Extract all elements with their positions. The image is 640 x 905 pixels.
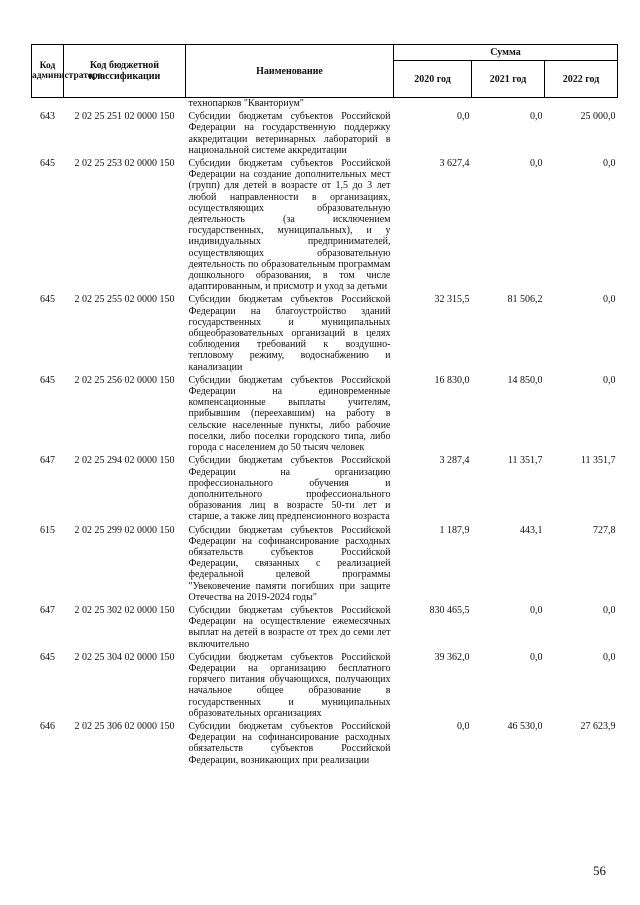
table-row <box>32 525 618 605</box>
header-sum: Сумма <box>394 45 618 61</box>
name-cell: Субсидии бюджетам субъектов Российской Федерации на осуществление ежемесячных выплат на детей в возрасте от трех до семи лет включительно <box>188 604 391 650</box>
name-cell: Субсидии бюджетам субъектов Российской Федерации на софинансирование расходных обязательств субъектов Российской Федерации, возникающих при реализации <box>188 720 391 766</box>
table-row <box>32 455 618 524</box>
sum-2020-cell: 1 187,9 <box>439 524 470 536</box>
sum-2021-cell: 443,1 <box>520 524 543 536</box>
admin-code-cell <box>32 98 64 112</box>
admin-code-cell: 615 <box>40 524 55 536</box>
sum-2020-cell: 3 627,4 <box>439 158 470 170</box>
sum-2022-cell: 0,0 <box>603 294 616 306</box>
budget-code-cell: 2 02 25 299 02 0000 150 <box>74 524 175 536</box>
sum-2021-cell: 0,0 <box>530 158 543 170</box>
sum-2020-cell: 0,0 <box>457 111 470 123</box>
sum-2020-cell: 39 362,0 <box>434 651 470 663</box>
table-row <box>32 294 618 374</box>
budget-code-cell: 2 02 25 302 02 0000 150 <box>74 604 175 616</box>
sum-2022-cell: 11 351,7 <box>580 455 616 467</box>
name-cell: Субсидии бюджетам субъектов Российской Федерации на государственную поддержку аккредитации ветеринарных лабораторий в национальной системе аккредитации <box>188 111 391 156</box>
budget-code-cell: 2 02 25 304 02 0000 150 <box>74 651 175 663</box>
name-cell: Субсидии бюджетам субъектов Российской Федерации на единовременные компенсационные выплаты учителям, прибывшим (переехавшим) на работу в сельские населенные пункты, либо рабочие поселки, либо поселки городского типа, либо города с населением до 50 тысяч человек <box>188 374 391 454</box>
name-cell: Субсидии бюджетам субъектов Российской Федерации на благоустройство зданий государственных и муниципальных общеобразовательных организаций в целях соблюдения требований к воздушно-тепловому режиму, водоснабжению и канализации <box>188 294 391 373</box>
sum-2022-cell: 0,0 <box>603 158 616 170</box>
sum-2022-cell: 27 623,9 <box>580 720 616 732</box>
header-budget-code: Код бюджетной классификации <box>64 45 186 98</box>
name-cell: Субсидии бюджетам субъектов Российской Федерации на организацию бесплатного горячего питания обучающихся, получающих начальное общее образование в государственных и муниципальных образовательных организациях <box>188 651 391 719</box>
sum-2022-cell: 727,8 <box>593 524 616 536</box>
page-number: 56 <box>593 863 606 878</box>
sum-2020-cell <box>394 98 472 112</box>
admin-code-cell: 645 <box>40 158 55 170</box>
budget-code-cell <box>64 98 186 112</box>
sum-2020-cell: 32 315,5 <box>434 294 470 306</box>
admin-code-cell: 645 <box>40 294 55 306</box>
sum-2022-cell <box>545 98 618 112</box>
budget-code-cell: 2 02 25 251 02 0000 150 <box>74 111 175 123</box>
table-row <box>32 652 618 721</box>
sum-2022-cell: 25 000,0 <box>580 111 616 123</box>
sum-2021-cell: 0,0 <box>530 111 543 123</box>
sum-2020-cell: 16 830,0 <box>434 374 470 386</box>
budget-code-cell: 2 02 25 306 02 0000 150 <box>74 720 175 732</box>
sum-2020-cell: 830 465,5 <box>429 604 470 616</box>
admin-code-cell: 646 <box>40 720 55 732</box>
admin-code-cell: 647 <box>40 455 55 467</box>
sum-2022-cell: 0,0 <box>603 604 616 616</box>
budget-code-cell: 2 02 25 256 02 0000 150 <box>74 374 175 386</box>
sum-2021-cell: 11 351,7 <box>507 455 543 467</box>
admin-code-cell: 645 <box>40 651 55 663</box>
sum-2021-cell: 46 530,0 <box>507 720 543 732</box>
name-cell: Субсидии бюджетам субъектов Российской Федерации на создание дополнительных мест (групп) для детей в возрасте от 1,5 до 3 лет любой направленности в организациях, осуществляющих образовательную деятельность (за исключением государственных, муниципальных), и у индивидуальных предпринимателей, осуществляющих образовательную деятельность по образовательным программам дошкольного образования, в том числе адаптированным, и присмотр и уход за детьми <box>188 158 391 293</box>
name-cell: Субсидии бюджетам субъектов Российской Федерации на организацию профессионального обучения и дополнительного профессионального образования лиц в возрасте 50-ти лет и старше, а также лиц предпенсионного возраста <box>188 455 391 523</box>
header-year-2020: 2020 год <box>394 61 472 98</box>
sum-2022-cell: 0,0 <box>603 651 616 663</box>
table-row <box>32 605 618 652</box>
header-name: Наименование <box>186 45 394 98</box>
table-row <box>32 111 618 158</box>
name-cell: Субсидии бюджетам субъектов Российской Федерации на софинансирование расходных обязательств субъектов Российской Федерации, связанных с реализацией федеральной целевой программы "Увековечение памяти погибших при защите Отечества на 2019-2024 годы" <box>188 524 391 603</box>
table-row <box>32 158 618 294</box>
sum-2021-cell: 0,0 <box>530 604 543 616</box>
sum-2021-cell: 14 850,0 <box>507 374 543 386</box>
budget-table <box>31 44 618 768</box>
table-body <box>32 98 618 768</box>
header-year-2022: 2022 год <box>545 61 618 98</box>
sum-2020-cell: 0,0 <box>457 720 470 732</box>
sum-2022-cell: 0,0 <box>603 374 616 386</box>
budget-code-cell: 2 02 25 255 02 0000 150 <box>74 294 175 306</box>
admin-code-cell: 645 <box>40 374 55 386</box>
table-row <box>32 721 618 768</box>
budget-code-cell: 2 02 25 294 02 0000 150 <box>74 455 175 467</box>
table-row <box>32 375 618 455</box>
admin-code-cell: 643 <box>40 111 55 123</box>
budget-code-cell: 2 02 25 253 02 0000 150 <box>74 158 175 170</box>
header-year-2021: 2021 год <box>472 61 545 98</box>
admin-code-cell: 647 <box>40 604 55 616</box>
table-row <box>32 98 618 112</box>
name-cell: технопарков "Кванториум" <box>188 98 304 109</box>
sum-2021-cell: 81 506,2 <box>507 294 543 306</box>
sum-2020-cell: 3 287,4 <box>439 455 470 467</box>
sum-2021-cell <box>472 98 545 112</box>
sum-2021-cell: 0,0 <box>530 651 543 663</box>
budget-table-page <box>31 44 617 768</box>
header-admin-code: Код администратора <box>32 45 64 98</box>
